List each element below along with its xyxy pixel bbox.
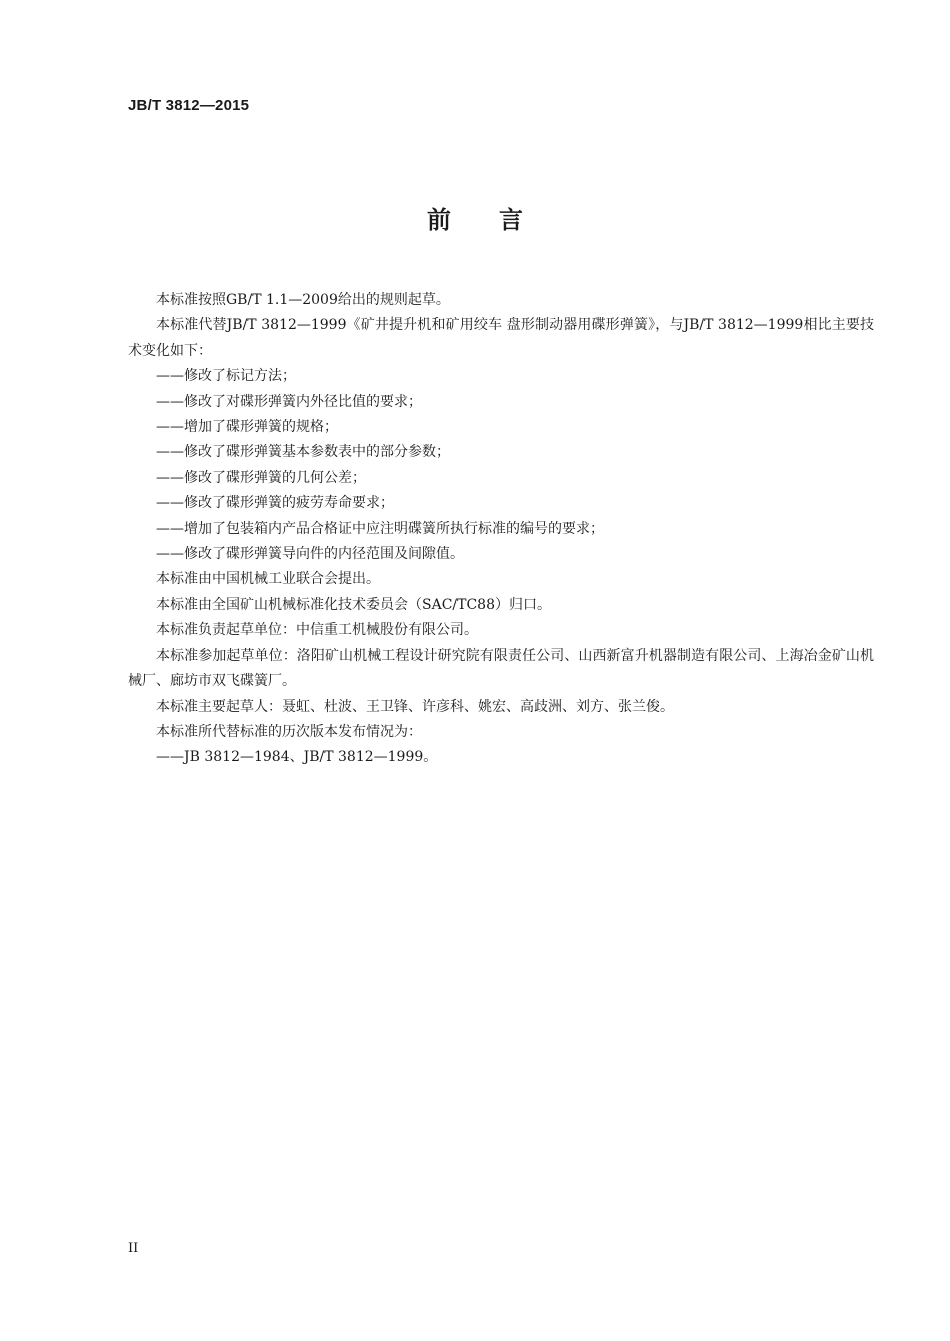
change-item-certificate-requirement: ——增加了包装箱内产品合格证中应注明碟簧所执行标准的编号的要求； [156, 520, 604, 537]
page-number: II [128, 1241, 139, 1256]
change-item-specifications: ——增加了碟形弹簧的规格； [156, 419, 338, 436]
paragraph-drafting-rules: 本标准按照GB/T 1.1—2009给出的规则起草。 [156, 292, 450, 308]
paragraph-lead-drafting-unit: 本标准负责起草单位：中信重工机械股份有限公司。 [156, 622, 478, 639]
paragraph-proposed-by: 本标准由中国机械工业联合会提出。 [156, 571, 380, 588]
change-item-geometric-tolerance: ——修改了碟形弹簧的几何公差； [156, 469, 366, 486]
paragraph-participating-units: 本标准参加起草单位：洛阳矿山机械工程设计研究院有限责任公司、山西新富升机器制造有限公司、上海冶金矿山机械厂、廊坊市双飞碟簧厂。 [128, 647, 874, 690]
standard-number-header: JB/T 3812—2015 [128, 97, 250, 114]
change-item-diameter-ratio: ——修改了对碟形弹簧内外径比值的要求； [156, 393, 422, 410]
change-item-basic-parameters: ——修改了碟形弹簧基本参数表中的部分参数； [156, 444, 450, 461]
paragraph-previous-editions-intro: 本标准所代替标准的历次版本发布情况为： [156, 723, 422, 740]
paragraph-previous-editions-list: ——JB 3812—1984、JB/T 3812—1999。 [156, 749, 438, 766]
page-title: 前言 [427, 206, 571, 234]
change-item-marking-method: ——修改了标记方法； [156, 368, 296, 385]
paragraph-replaces-standard: 本标准代替JB/T 3812—1999《矿井提升机和矿用绞车 盘形制动器用碟形弹簧》，与JB/T 3812—1999相比主要技术变化如下： [128, 317, 874, 359]
preface-body [128, 288, 874, 771]
paragraph-main-drafters: 本标准主要起草人：聂虹、杜波、王卫锋、许彦科、姚宏、高歧洲、刘方、张兰俊。 [156, 698, 674, 715]
change-item-guide-clearance: ——修改了碟形弹簧导向件的内径范围及间隙值。 [156, 546, 464, 563]
change-item-fatigue-life: ——修改了碟形弹簧的疲劳寿命要求； [156, 495, 394, 512]
paragraph-administered-by: 本标准由全国矿山机械标准化技术委员会（SAC/TC88）归口。 [156, 596, 551, 613]
